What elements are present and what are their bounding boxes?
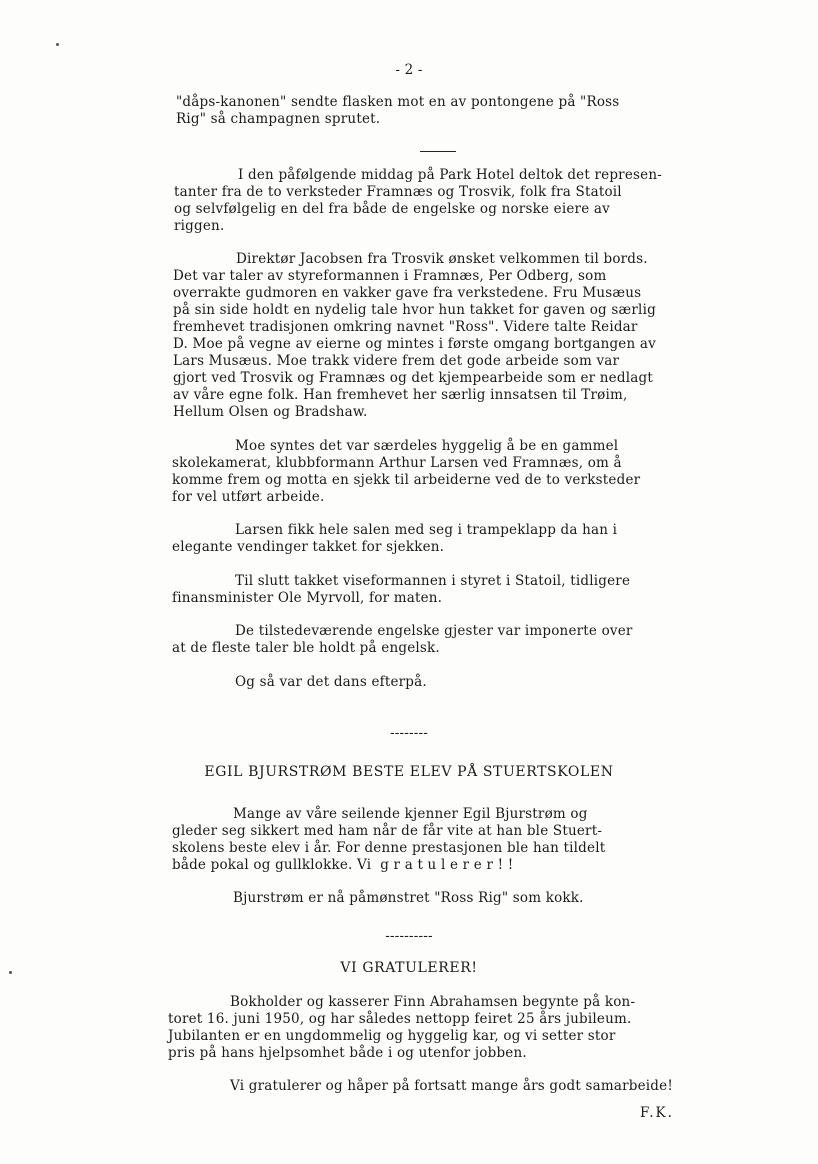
paragraph-line: "dåps-kanonen" sendte flasken mot en av pontongene på "Ross	[176, 94, 620, 110]
paragraph-line: gleder seg sikkert med ham når de får vite at han ble Stuert-	[172, 823, 603, 839]
paragraph-line: D. Moe på vegne av eierne og mintes i første omgang bortgangen av	[173, 336, 656, 352]
paragraph-line: Larsen fikk hele salen med seg i trampeklapp da han i	[235, 522, 618, 538]
paragraph-line: I den påfølgende middag på Park Hotel deltok det represen-	[238, 167, 662, 183]
paragraph-line: av våre egne folk. Han fremhevet her særlig innsatsen til Trøim,	[173, 387, 628, 403]
separator: --------	[389, 725, 429, 741]
paragraph-line: fremhevet tradisjonen omkring navnet "Ross". Videre talte Reidar	[173, 319, 638, 335]
paragraph-line: Moe syntes det var særdeles hyggelig å be en gammel	[235, 438, 619, 454]
separator: ----------	[385, 928, 433, 944]
paragraph-line: finansminister Ole Myrvoll, for maten.	[172, 590, 443, 606]
paragraph-line: Mange av våre seilende kjenner Egil Bjurstrøm og	[233, 806, 588, 822]
section-heading: EGIL BJURSTRØM BESTE ELEV PÅ STUERTSKOLEN	[204, 764, 614, 780]
paragraph-line: gjort ved Trosvik og Framnæs og det kjempearbeide som er nedlagt	[173, 370, 653, 386]
paragraph-line: for vel utført arbeide.	[172, 489, 325, 505]
paragraph-line: riggen.	[174, 218, 225, 234]
paragraph-line: elegante vendinger takket for sjekken.	[172, 539, 445, 555]
paragraph-line: Bokholder og kasserer Finn Abrahamsen begynte på kon-	[230, 994, 636, 1010]
paragraph-line: Jubilanten er en ungdommelig og hyggelig kar, og vi setter stor	[168, 1028, 616, 1044]
paragraph-line: komme frem og motta en sjekk til arbeiderne ved de to verksteder	[172, 472, 641, 488]
paragraph-line: Og så var det dans efterpå.	[235, 674, 427, 690]
paragraph-line: pris på hans hjelpsomhet både i og utenfor jobben.	[168, 1045, 527, 1061]
paragraph-line: skolekamerat, klubbformann Arthur Larsen ved Framnæs, om å	[172, 455, 622, 471]
paragraph-line: overrakte gudmoren en vakker gave fra verkstedene. Fru Musæus	[173, 285, 642, 301]
paragraph-line: både pokal og gullklokke. Vi g r a t u l e r e r ! !	[172, 857, 514, 873]
paragraph-line: og selvfølgelig en del fra både de engelske og norske eiere av	[174, 201, 610, 217]
paragraph-line: Rig" så champagnen sprutet.	[176, 111, 381, 127]
paragraph-line: De tilstedeværende engelske gjester var imponerte over	[235, 623, 633, 639]
paragraph-line: Det var taler av styreformannen i Framnæs, Per Odberg, som	[173, 268, 607, 284]
paragraph-line: Til slutt takket viseformannen i styret i Statoil, tidligere	[235, 573, 631, 589]
paragraph-line: Lars Musæus. Moe trakk videre frem det gode arbeide som var	[173, 353, 620, 369]
paragraph-line: toret 16. juni 1950, og har således nettopp feiret 25 års jubileum.	[168, 1011, 632, 1027]
page-number: - 2 -	[395, 62, 423, 78]
paragraph-line: Vi gratulerer og håper på fortsatt mange års godt samarbeide!	[230, 1078, 673, 1094]
paragraph-line: Hellum Olsen og Bradshaw.	[173, 404, 368, 420]
paragraph-line: Direktør Jacobsen fra Trosvik ønsket velkommen til bords.	[236, 251, 648, 267]
paragraph-line: at de fleste taler ble holdt på engelsk.	[172, 640, 440, 656]
short-rule	[420, 151, 456, 152]
paragraph-line: skolens beste elev i år. For denne prestasjonen ble han tildelt	[172, 840, 606, 856]
section-heading: VI GRATULERER!	[340, 960, 478, 976]
paragraph-line: på sin side holdt en nydelig tale hvor hun takket for gaven og særlig	[173, 302, 656, 318]
scan-speck	[56, 43, 59, 46]
paragraph-line: Bjurstrøm er nå påmønstret "Ross Rig" som kokk.	[233, 890, 584, 906]
paragraph-line: tanter fra de to verksteder Framnæs og Trosvik, folk fra Statoil	[174, 184, 622, 200]
signature: F.K.	[640, 1105, 674, 1121]
